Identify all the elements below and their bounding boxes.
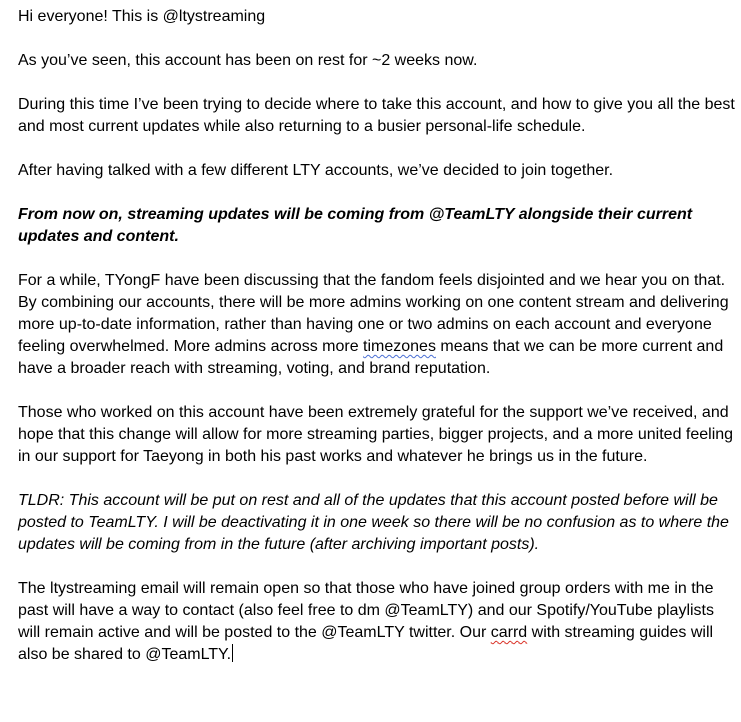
paragraph-rest-status: As you’ve seen, this account has been on rest for ~2 weeks now. <box>18 52 478 69</box>
text-run: means that we can be more current and have a broader reach with streaming, voting, and brand reputation. <box>18 338 724 377</box>
paragraph-decision: During this time I’ve been trying to decide where to take this account, and how to give you all the best and most current updates while also returning to a busier personal-life schedule. <box>18 96 735 135</box>
paragraph-announcement: From now on, streaming updates will be coming from @TeamLTY alongside their current updates and content. <box>18 206 693 245</box>
document-body[interactable] <box>18 6 736 688</box>
paragraph-join-together: After having talked with a few different LTY accounts, we’ve decided to join together. <box>18 162 614 179</box>
text-run: The ltystreaming email will remain open so that those who have joined group orders with me in the past will have a way to contact (also feel free to dm @TeamLTY) and our Spotify/YouTube playlists will remain active and will be posted to the @TeamLTY twitter. Our <box>18 580 714 641</box>
paragraph-greeting: Hi everyone! This is @ltystreaming <box>18 8 266 25</box>
flagged-word-carrd[interactable]: carrd <box>490 624 528 641</box>
paragraph-email-playlists <box>18 578 736 666</box>
text-run: For a while, TYongF have been discussing that the fandom feels disjointed and we hear you on that. By combining our accounts, there will be more admins working on one content stream and delivering more up-to-date information, rather than having one or two admins on each account and everyone feeling overwhelmed. More admins across more <box>18 272 729 355</box>
text-run: with streaming guides will also be shared to @TeamLTY. <box>18 624 714 663</box>
paragraph-combining-accounts <box>18 270 736 380</box>
flagged-word-timezones[interactable]: timezones <box>363 338 436 355</box>
paragraph-tldr: TLDR: This account will be put on rest and all of the updates that this account posted before will be posted to TeamLTY. I will be deactivating it in one week so there will be no confusion as to where the updates will be coming from in the future (after archiving important posts). <box>18 492 729 553</box>
paragraph-gratitude: Those who worked on this account have been extremely grateful for the support we’ve received, and hope that this change will allow for more streaming parties, bigger projects, and a more united feeling in our support for Taeyong in both his past works and whatever he brings us in the future. <box>18 404 734 465</box>
text-cursor <box>232 644 233 662</box>
